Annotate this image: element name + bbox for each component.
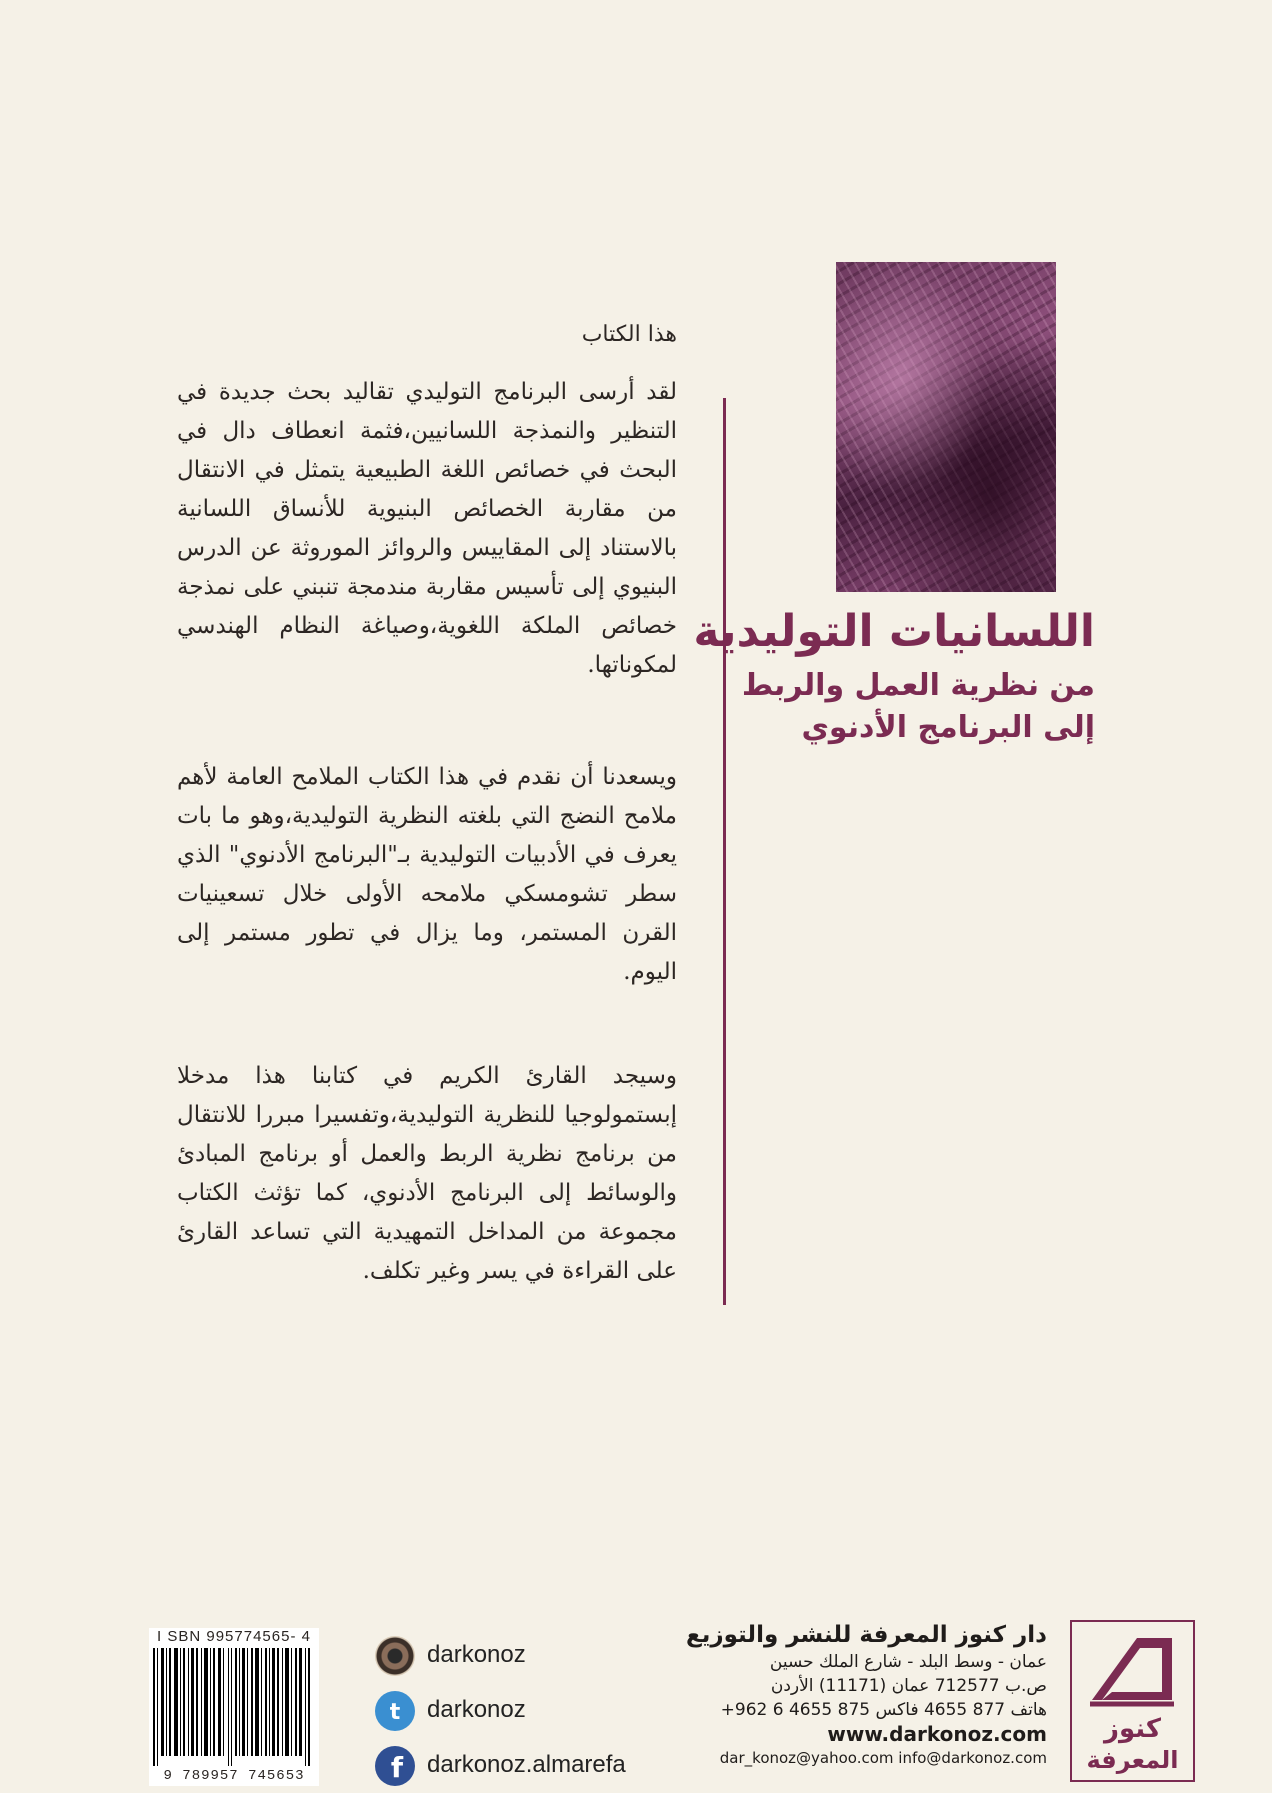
twitter-icon [375, 1691, 415, 1731]
blurb-paragraph-3: وسيجد القارئ الكريم في كتابنا هذا مدخلا إبستمولوجيا للنظرية التوليدية،وتفسيرا مبررا للانتقال من برنامج نظرية الربط والعمل أو برنامج المبادئ والوسائط إلى البرنامج الأدنوي، كما تؤثث الكتاب مجموعة من المداخل التمهيدية التي تساعد القارئ على القراءة في يسر وغير تكلف. [177, 1063, 677, 1284]
camera-icon [375, 1636, 415, 1676]
svg-text:f: f [390, 1751, 404, 1784]
book-subtitle-line2: إلى البرنامج الأدنوي [801, 710, 1095, 745]
publisher-emails[interactable]: dar_konoz@yahoo.com info@darkonoz.com [719, 1749, 1047, 1767]
logo-book-icon [1082, 1630, 1182, 1715]
publisher-pobox: ص.ب 712577 عمان (11171) الأردن [770, 1676, 1047, 1696]
social-instagram[interactable] [375, 1636, 675, 1676]
vertical-divider [723, 398, 726, 1305]
cover-artwork-image [836, 262, 1056, 592]
book-title: اللسانيات التوليدية [693, 606, 1095, 657]
logo-text-line1: كنوز [1103, 1714, 1161, 1744]
blurb-heading: هذا الكتاب [581, 322, 677, 347]
social-label: darkonoz [427, 1696, 526, 1723]
isbn-barcode [149, 1628, 319, 1786]
publisher-logo [1070, 1620, 1195, 1782]
social-label: darkonoz [427, 1641, 526, 1668]
facebook-icon [375, 1746, 415, 1786]
book-subtitle-line1: من نظرية العمل والربط [741, 668, 1095, 703]
publisher-phones: هاتف 877 4655 فاكس 875 4655 6 962+ [720, 1700, 1047, 1720]
social-label: darkonoz.almarefa [427, 1751, 626, 1778]
isbn-label: I SBN 995774565- 4 [157, 1628, 311, 1645]
isbn-digits: 9 789957 745653 [163, 1768, 305, 1784]
publisher-website[interactable]: www.darkonoz.com [827, 1722, 1047, 1746]
barcode-bars [153, 1648, 315, 1766]
publisher-info [627, 1620, 1047, 1770]
svg-text:t: t [389, 1700, 401, 1725]
publisher-name: دار كنوز المعرفة للنشر والتوزيع [686, 1622, 1047, 1648]
social-facebook[interactable] [375, 1746, 675, 1786]
blurb-paragraph-1: لقد أرسى البرنامج التوليدي تقاليد بحث جديدة في التنظير والنمذجة اللسانيين،فثمة انعطاف دال في البحث في خصائص اللغة الطبيعية يتمثل في الانتقال من مقاربة الخصائص البنيوية للأنساق اللسانية بالاستناد إلى المقاييس والروائز الموروثة عن الدرس البنيوي إلى تأسيس مقاربة مندمجة تنبني على نمذجة خصائص الملكة اللغوية،وصياغة النظام الهندسي لمكوناتها. [177, 379, 677, 678]
publisher-address: عمان - وسط البلد - شارع الملك حسين [769, 1652, 1047, 1672]
social-twitter[interactable] [375, 1691, 675, 1731]
blurb-paragraph-2: ويسعدنا أن نقدم في هذا الكتاب الملامح العامة لأهم ملامح النضج التي بلغته النظرية التوليدية،وهو ما بات يعرف في الأدبيات التوليدية بـ"البرنامج الأدنوي" الذي سطر تشومسكي ملامحه الأولى خلال تسعينيات القرن المستمر، وما يزال في تطور مستمر إلى اليوم. [177, 764, 677, 985]
logo-text-line2: المعرفة [1086, 1746, 1179, 1774]
